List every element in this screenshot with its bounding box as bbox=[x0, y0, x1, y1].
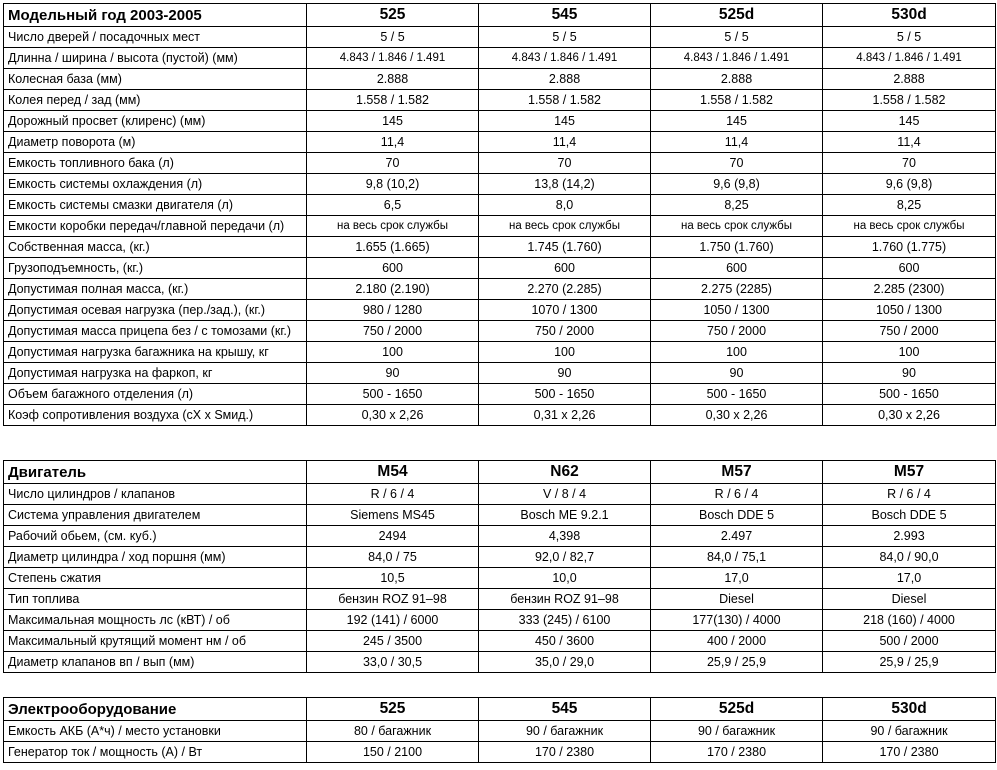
model-header: N62 bbox=[479, 461, 651, 484]
cell-value: 170 / 2380 bbox=[823, 742, 996, 763]
row-label: Длинна / ширина / высота (пустой) (мм) bbox=[4, 48, 307, 69]
cell-value: 750 / 2000 bbox=[307, 321, 479, 342]
cell-value: 70 bbox=[823, 153, 996, 174]
cell-value: 2.285 (2300) bbox=[823, 279, 996, 300]
row-label: Емкость топливного бака (л) bbox=[4, 153, 307, 174]
row-label: Диаметр клапанов вп / вып (мм) bbox=[4, 652, 307, 673]
general-spec-table bbox=[3, 3, 996, 426]
model-header: 525d bbox=[651, 698, 823, 721]
row-label: Допустимая полная масса, (кг.) bbox=[4, 279, 307, 300]
cell-value: 500 - 1650 bbox=[307, 384, 479, 405]
cell-value: R / 6 / 4 bbox=[823, 484, 996, 505]
cell-value: 100 bbox=[479, 342, 651, 363]
cell-value: бензин ROZ 91–98 bbox=[479, 589, 651, 610]
row-label: Емкость системы смазки двигателя (л) bbox=[4, 195, 307, 216]
cell-value: 90 / багажник bbox=[823, 721, 996, 742]
cell-value: 218 (160) / 4000 bbox=[823, 610, 996, 631]
cell-value: бензин ROZ 91–98 bbox=[307, 589, 479, 610]
table-row bbox=[4, 111, 996, 132]
cell-value: 2.275 (2285) bbox=[651, 279, 823, 300]
cell-value: 600 bbox=[307, 258, 479, 279]
table-row bbox=[4, 589, 996, 610]
row-label: Рабочий обьем, (см. куб.) bbox=[4, 526, 307, 547]
engine-spec-table bbox=[3, 460, 996, 673]
cell-value: 145 bbox=[651, 111, 823, 132]
table-row bbox=[4, 69, 996, 90]
cell-value: 9,6 (9,8) bbox=[823, 174, 996, 195]
cell-value: 150 / 2100 bbox=[307, 742, 479, 763]
cell-value: V / 8 / 4 bbox=[479, 484, 651, 505]
cell-value: 4.843 / 1.846 / 1.491 bbox=[307, 48, 479, 69]
cell-value: 84,0 / 75 bbox=[307, 547, 479, 568]
cell-value: 84,0 / 90,0 bbox=[823, 547, 996, 568]
row-label: Дорожный просвет (клиренс) (мм) bbox=[4, 111, 307, 132]
cell-value: 70 bbox=[307, 153, 479, 174]
general-header-row bbox=[4, 4, 996, 27]
cell-value: 1.558 / 1.582 bbox=[479, 90, 651, 111]
cell-value: 92,0 / 82,7 bbox=[479, 547, 651, 568]
cell-value: на весь срок службы bbox=[823, 216, 996, 237]
table-row bbox=[4, 742, 996, 763]
table-row bbox=[4, 90, 996, 111]
row-label: Коэф сопротивления воздуха (cX x Sмид.) bbox=[4, 405, 307, 426]
cell-value: 600 bbox=[479, 258, 651, 279]
row-label: Колея перед / зад (мм) bbox=[4, 90, 307, 111]
section-title: Двигатель bbox=[4, 461, 307, 484]
model-header: 545 bbox=[479, 698, 651, 721]
cell-value: 100 bbox=[651, 342, 823, 363]
engine-spec-body bbox=[4, 461, 996, 673]
table-row bbox=[4, 279, 996, 300]
table-row bbox=[4, 237, 996, 258]
cell-value: 1.750 (1.760) bbox=[651, 237, 823, 258]
cell-value: 500 - 1650 bbox=[479, 384, 651, 405]
row-label: Максимальная мощность лс (кВТ) / об bbox=[4, 610, 307, 631]
row-label: Допустимая нагрузка багажника на крышу, кг bbox=[4, 342, 307, 363]
table-row bbox=[4, 610, 996, 631]
electrical-spec-body bbox=[4, 698, 996, 763]
cell-value: 90 / багажник bbox=[651, 721, 823, 742]
cell-value: 750 / 2000 bbox=[823, 321, 996, 342]
cell-value: 2.180 (2.190) bbox=[307, 279, 479, 300]
cell-value: 100 bbox=[307, 342, 479, 363]
table-row bbox=[4, 153, 996, 174]
cell-value: 10,0 bbox=[479, 568, 651, 589]
cell-value: 9,8 (10,2) bbox=[307, 174, 479, 195]
cell-value: 2.497 bbox=[651, 526, 823, 547]
cell-value: 10,5 bbox=[307, 568, 479, 589]
table-row bbox=[4, 342, 996, 363]
row-label: Диаметр цилиндра / ход поршня (мм) bbox=[4, 547, 307, 568]
row-label: Число дверей / посадочных мест bbox=[4, 27, 307, 48]
table-row bbox=[4, 321, 996, 342]
cell-value: на весь срок службы bbox=[479, 216, 651, 237]
cell-value: 17,0 bbox=[823, 568, 996, 589]
model-header: M57 bbox=[651, 461, 823, 484]
cell-value: 4,398 bbox=[479, 526, 651, 547]
cell-value: 170 / 2380 bbox=[651, 742, 823, 763]
row-label: Тип топлива bbox=[4, 589, 307, 610]
cell-value: 6,5 bbox=[307, 195, 479, 216]
row-label: Генератор ток / мощность (А) / Вт bbox=[4, 742, 307, 763]
cell-value: 84,0 / 75,1 bbox=[651, 547, 823, 568]
cell-value: 1.558 / 1.582 bbox=[307, 90, 479, 111]
cell-value: 90 / багажник bbox=[479, 721, 651, 742]
cell-value: 33,0 / 30,5 bbox=[307, 652, 479, 673]
electrical-header-row bbox=[4, 698, 996, 721]
cell-value: 170 / 2380 bbox=[479, 742, 651, 763]
table-row bbox=[4, 27, 996, 48]
cell-value: 500 - 1650 bbox=[651, 384, 823, 405]
table-row bbox=[4, 48, 996, 69]
cell-value: 750 / 2000 bbox=[479, 321, 651, 342]
row-label: Степень сжатия bbox=[4, 568, 307, 589]
cell-value: 1.655 (1.665) bbox=[307, 237, 479, 258]
cell-value: 450 / 3600 bbox=[479, 631, 651, 652]
cell-value: 980 / 1280 bbox=[307, 300, 479, 321]
cell-value: 400 / 2000 bbox=[651, 631, 823, 652]
row-label: Собственная масса, (кг.) bbox=[4, 237, 307, 258]
general-spec-body bbox=[4, 4, 996, 426]
table-row bbox=[4, 300, 996, 321]
table-row bbox=[4, 526, 996, 547]
cell-value: 177(130) / 4000 bbox=[651, 610, 823, 631]
cell-value: 100 bbox=[823, 342, 996, 363]
model-header: 545 bbox=[479, 4, 651, 27]
model-header: M57 bbox=[823, 461, 996, 484]
cell-value: 145 bbox=[823, 111, 996, 132]
cell-value: R / 6 / 4 bbox=[651, 484, 823, 505]
cell-value: 90 bbox=[651, 363, 823, 384]
cell-value: 600 bbox=[651, 258, 823, 279]
cell-value: 4.843 / 1.846 / 1.491 bbox=[651, 48, 823, 69]
row-label: Максимальный крутящий момент нм / об bbox=[4, 631, 307, 652]
row-label: Допустимая осевая нагрузка (пер./зад.), (кг.) bbox=[4, 300, 307, 321]
section-title: Модельный год 2003-2005 bbox=[4, 4, 307, 27]
table-row bbox=[4, 484, 996, 505]
model-header: M54 bbox=[307, 461, 479, 484]
row-label: Система управления двигателем bbox=[4, 505, 307, 526]
table-row bbox=[4, 547, 996, 568]
cell-value: 11,4 bbox=[823, 132, 996, 153]
cell-value: 70 bbox=[651, 153, 823, 174]
cell-value: 5 / 5 bbox=[823, 27, 996, 48]
cell-value: 2.888 bbox=[479, 69, 651, 90]
cell-value: 35,0 / 29,0 bbox=[479, 652, 651, 673]
cell-value: 90 bbox=[479, 363, 651, 384]
cell-value: 600 bbox=[823, 258, 996, 279]
cell-value: Bosch DDE 5 bbox=[823, 505, 996, 526]
table-row bbox=[4, 505, 996, 526]
row-label: Диаметр поворота (м) bbox=[4, 132, 307, 153]
cell-value: 4.843 / 1.846 / 1.491 bbox=[479, 48, 651, 69]
cell-value: 17,0 bbox=[651, 568, 823, 589]
cell-value: 1.760 (1.775) bbox=[823, 237, 996, 258]
cell-value: 0,30 x 2,26 bbox=[307, 405, 479, 426]
cell-value: 25,9 / 25,9 bbox=[651, 652, 823, 673]
table-row bbox=[4, 132, 996, 153]
cell-value: 5 / 5 bbox=[651, 27, 823, 48]
cell-value: Bosch ME 9.2.1 bbox=[479, 505, 651, 526]
cell-value: на весь срок службы bbox=[307, 216, 479, 237]
cell-value: R / 6 / 4 bbox=[307, 484, 479, 505]
cell-value: 333 (245) / 6100 bbox=[479, 610, 651, 631]
cell-value: 2.270 (2.285) bbox=[479, 279, 651, 300]
cell-value: Diesel bbox=[823, 589, 996, 610]
cell-value: 145 bbox=[479, 111, 651, 132]
cell-value: 0,31 x 2,26 bbox=[479, 405, 651, 426]
model-header: 530d bbox=[823, 698, 996, 721]
cell-value: 11,4 bbox=[479, 132, 651, 153]
cell-value: 2.888 bbox=[823, 69, 996, 90]
cell-value: 5 / 5 bbox=[307, 27, 479, 48]
cell-value: Diesel bbox=[651, 589, 823, 610]
cell-value: 750 / 2000 bbox=[651, 321, 823, 342]
cell-value: 500 - 1650 bbox=[823, 384, 996, 405]
cell-value: 1050 / 1300 bbox=[823, 300, 996, 321]
row-label: Допустимая нагрузка на фаркоп, кг bbox=[4, 363, 307, 384]
cell-value: 2.888 bbox=[307, 69, 479, 90]
cell-value: 90 bbox=[823, 363, 996, 384]
cell-value: 8,25 bbox=[823, 195, 996, 216]
row-label: Емкость системы охлаждения (л) bbox=[4, 174, 307, 195]
cell-value: 4.843 / 1.846 / 1.491 bbox=[823, 48, 996, 69]
cell-value: 8,25 bbox=[651, 195, 823, 216]
cell-value: 5 / 5 bbox=[479, 27, 651, 48]
table-row bbox=[4, 258, 996, 279]
table-row bbox=[4, 568, 996, 589]
cell-value: 9,6 (9,8) bbox=[651, 174, 823, 195]
cell-value: 500 / 2000 bbox=[823, 631, 996, 652]
cell-value: 90 bbox=[307, 363, 479, 384]
cell-value: 2.993 bbox=[823, 526, 996, 547]
cell-value: Bosch DDE 5 bbox=[651, 505, 823, 526]
cell-value: 80 / багажник bbox=[307, 721, 479, 742]
cell-value: 25,9 / 25,9 bbox=[823, 652, 996, 673]
model-header: 525 bbox=[307, 698, 479, 721]
table-row bbox=[4, 384, 996, 405]
electrical-spec-table bbox=[3, 697, 996, 763]
cell-value: 11,4 bbox=[651, 132, 823, 153]
row-label: Допустимая масса прицепа без / с томозами (кг.) bbox=[4, 321, 307, 342]
cell-value: 70 bbox=[479, 153, 651, 174]
table-row bbox=[4, 631, 996, 652]
cell-value: 245 / 3500 bbox=[307, 631, 479, 652]
cell-value: 8,0 bbox=[479, 195, 651, 216]
cell-value: 1.558 / 1.582 bbox=[823, 90, 996, 111]
table-row bbox=[4, 195, 996, 216]
section-title: Электрооборудование bbox=[4, 698, 307, 721]
cell-value: 11,4 bbox=[307, 132, 479, 153]
model-header: 530d bbox=[823, 4, 996, 27]
row-label: Колесная база (мм) bbox=[4, 69, 307, 90]
cell-value: 1070 / 1300 bbox=[479, 300, 651, 321]
cell-value: 0,30 x 2,26 bbox=[651, 405, 823, 426]
row-label: Число цилиндров / клапанов bbox=[4, 484, 307, 505]
row-label: Объем багажного отделения (л) bbox=[4, 384, 307, 405]
cell-value: 145 bbox=[307, 111, 479, 132]
cell-value: 1050 / 1300 bbox=[651, 300, 823, 321]
cell-value: 1.745 (1.760) bbox=[479, 237, 651, 258]
model-header: 525 bbox=[307, 4, 479, 27]
table-row bbox=[4, 405, 996, 426]
cell-value: 2.888 bbox=[651, 69, 823, 90]
cell-value: на весь срок службы bbox=[651, 216, 823, 237]
cell-value: 13,8 (14,2) bbox=[479, 174, 651, 195]
table-row bbox=[4, 652, 996, 673]
row-label: Емкость АКБ (А*ч) / место установки bbox=[4, 721, 307, 742]
row-label: Емкости коробки передач/главной передачи (л) bbox=[4, 216, 307, 237]
cell-value: 0,30 x 2,26 bbox=[823, 405, 996, 426]
cell-value: Siemens MS45 bbox=[307, 505, 479, 526]
engine-header-row bbox=[4, 461, 996, 484]
row-label: Грузоподъемность, (кг.) bbox=[4, 258, 307, 279]
table-row bbox=[4, 721, 996, 742]
cell-value: 2494 bbox=[307, 526, 479, 547]
table-row bbox=[4, 174, 996, 195]
cell-value: 1.558 / 1.582 bbox=[651, 90, 823, 111]
table-row bbox=[4, 363, 996, 384]
cell-value: 192 (141) / 6000 bbox=[307, 610, 479, 631]
table-row bbox=[4, 216, 996, 237]
model-header: 525d bbox=[651, 4, 823, 27]
